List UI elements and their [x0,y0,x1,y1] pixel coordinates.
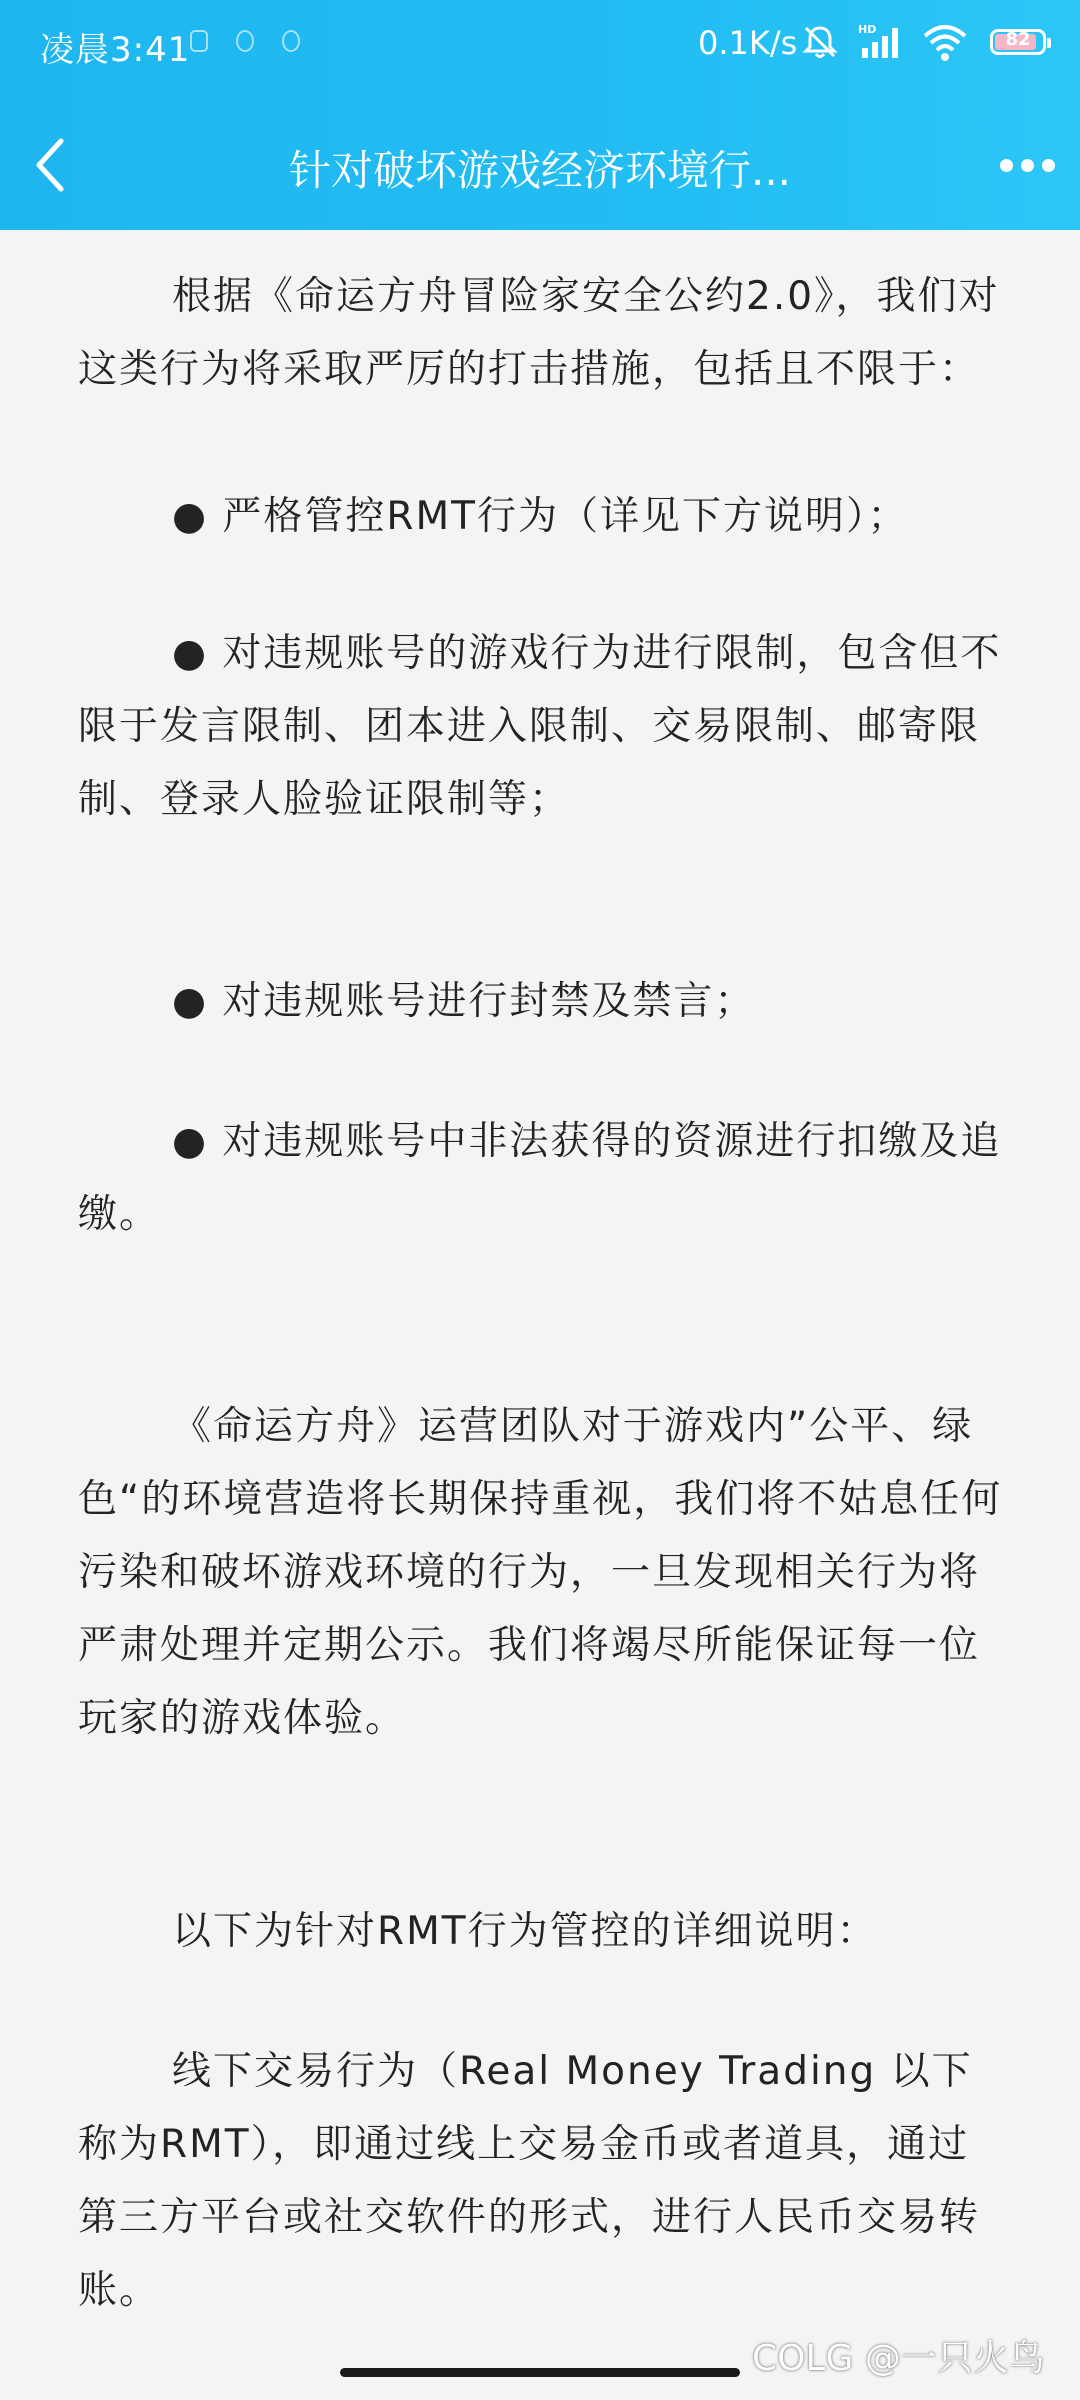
article-content [0,230,1080,2400]
back-button[interactable] [16,125,86,205]
mute-bell-icon [800,22,840,62]
article-paragraph: 《命运方舟》运营团队对于游戏内”公平、绿色“的环境营造将长期保持重视，我们将不姑息任何污染和破坏游戏环境的行为，一旦发现相关行为将严肃处理并定期公示。我们将竭尽所能保证每一位玩家的游戏体验。 [78,1404,1003,1741]
steam-icon [236,30,254,52]
svg-text:HD: HD [858,23,877,36]
article-bullet: ● 对违规账号的游戏行为进行限制，包含但不限于发言限制、团本进入限制、交易限制、邮寄限制、登录人脸验证限制等； [78,631,1002,822]
article-paragraph: 以下为针对RMT行为管控的详细说明： [172,1909,878,1954]
hd-signal-icon [856,22,906,62]
status-notification-icons [190,30,300,52]
privacy-shield-icon [190,30,208,52]
battery-level: 82 [1005,29,1031,50]
more-options-button[interactable] [982,140,1072,190]
status-time: 凌晨3:41 [40,30,191,70]
article-paragraph: 线下交易行为（Real Money Trading 以下称为RMT），即通过线上交易金币或者道具，通过第三方平台或社交软件的形式，进行人民币交易转账。 [78,2049,981,2313]
more-dots-icon [1000,159,1013,172]
wifi-icon [922,22,968,62]
article-bullet: ● 严格管控RMT行为（详见下方说明）； [172,494,909,539]
page-title: 针对破坏游戏经济环境行... [288,146,792,195]
article-paragraph: 根据《命运方舟冒险家安全公约2.0》，我们对这类行为将采取严厉的打击措施，包括且不限于： [78,274,1000,392]
app-header [0,0,1080,230]
navigation-bar [0,100,1080,230]
more-dots-icon [1042,159,1055,172]
sync-icon [282,30,300,52]
home-indicator[interactable] [340,2368,740,2377]
more-dots-icon [1021,159,1034,172]
battery-cap [1047,38,1051,48]
status-bar [0,0,1080,90]
article-bullet: ● 对违规账号进行封禁及禁言； [172,979,756,1024]
network-speed: 0.1K/s [698,24,798,62]
status-system-icons [800,22,1046,62]
watermark: COLG @一只火鸟 [752,2338,1045,2379]
chevron-left-icon [31,137,71,193]
battery-icon [990,29,1046,55]
article-bullet: ● 对违规账号中非法获得的资源进行扣缴及追缴。 [78,1119,1002,1237]
